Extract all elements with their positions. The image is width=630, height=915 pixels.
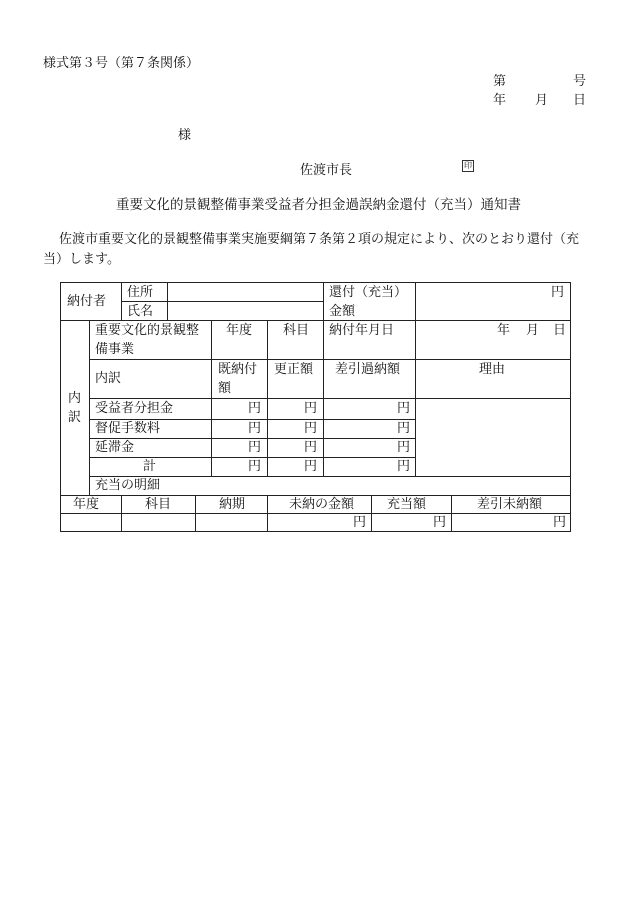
row-label-total: 計	[143, 459, 157, 474]
app-header-fiscal-year: 年度	[73, 497, 100, 512]
row-label: 督促手数料	[95, 421, 161, 436]
yen-mark: 円	[304, 459, 318, 474]
issuer-name: 佐渡市長	[300, 163, 353, 178]
yen-mark: 円	[553, 515, 567, 530]
yen-mark: 円	[248, 421, 262, 436]
refund-amount-label-2: 金額	[329, 304, 356, 319]
document-number-suffix: 号	[573, 74, 587, 89]
seal-mark: 印	[464, 161, 472, 170]
yen-mark: 円	[353, 515, 367, 530]
row-label: 受益者分担金	[95, 401, 174, 416]
breakdown-label-1: 内	[68, 391, 82, 406]
form-number: 様式第３号（第７条関係）	[43, 56, 200, 71]
address-label: 住所	[127, 285, 154, 300]
payer-label: 納付者	[67, 294, 107, 309]
yen-mark: 円	[397, 421, 411, 436]
payment-date-month: 月	[526, 323, 540, 338]
project-label-2: 備事業	[95, 342, 135, 357]
yen-mark: 円	[304, 401, 318, 416]
refund-amount-label-1: 還付（充当）	[329, 285, 408, 300]
name-label: 氏名	[127, 304, 154, 319]
payment-date-year: 年	[497, 323, 511, 338]
yen-mark: 円	[397, 459, 411, 474]
item-header: 科目	[283, 323, 310, 338]
payment-date-header: 納付年月日	[329, 323, 395, 338]
issue-date-day: 日	[573, 93, 587, 108]
addressee-honorific: 様	[178, 128, 192, 143]
yen-mark: 円	[433, 515, 447, 530]
reason-header: 理由	[479, 362, 506, 377]
paid-header-2: 額	[218, 381, 232, 396]
detail-header: 内訳	[95, 371, 122, 386]
project-label-1: 重要文化的景観整	[95, 323, 200, 338]
appropriation-detail-label: 充当の明細	[95, 478, 161, 493]
yen-mark: 円	[397, 401, 411, 416]
app-header-item: 科目	[145, 497, 172, 512]
yen-mark: 円	[248, 440, 262, 455]
app-header-unpaid: 未納の金額	[289, 497, 355, 512]
document-number-prefix: 第	[493, 74, 507, 89]
body-text: 佐渡市重要文化的景観整備事業実施要綱第７条第２項の規定により、次のとおり還付（充当）します。	[43, 232, 580, 267]
yen-mark: 円	[304, 440, 318, 455]
issue-date-month: 月	[535, 93, 549, 108]
paid-header-1: 既納付	[218, 362, 258, 377]
yen-mark: 円	[248, 459, 262, 474]
breakdown-label-2: 訳	[68, 410, 82, 425]
overpaid-header: 差引過納額	[335, 362, 401, 377]
app-header-appropriated: 充当額	[387, 497, 427, 512]
yen-mark: 円	[304, 421, 318, 436]
yen-mark: 円	[397, 440, 411, 455]
yen-mark: 円	[248, 401, 262, 416]
corrected-header: 更正額	[274, 362, 314, 377]
row-label: 延滞金	[95, 440, 135, 455]
issue-date-year: 年	[493, 93, 507, 108]
payment-date-day: 日	[553, 323, 567, 338]
app-header-due-period: 納期	[219, 497, 246, 512]
refund-amount-yen: 円	[551, 285, 565, 300]
fiscal-year-header: 年度	[226, 323, 253, 338]
document-title: 重要文化的景観整備事業受益者分担金過誤納金還付（充当）通知書	[116, 197, 521, 213]
app-header-remaining: 差引未納額	[477, 497, 543, 512]
